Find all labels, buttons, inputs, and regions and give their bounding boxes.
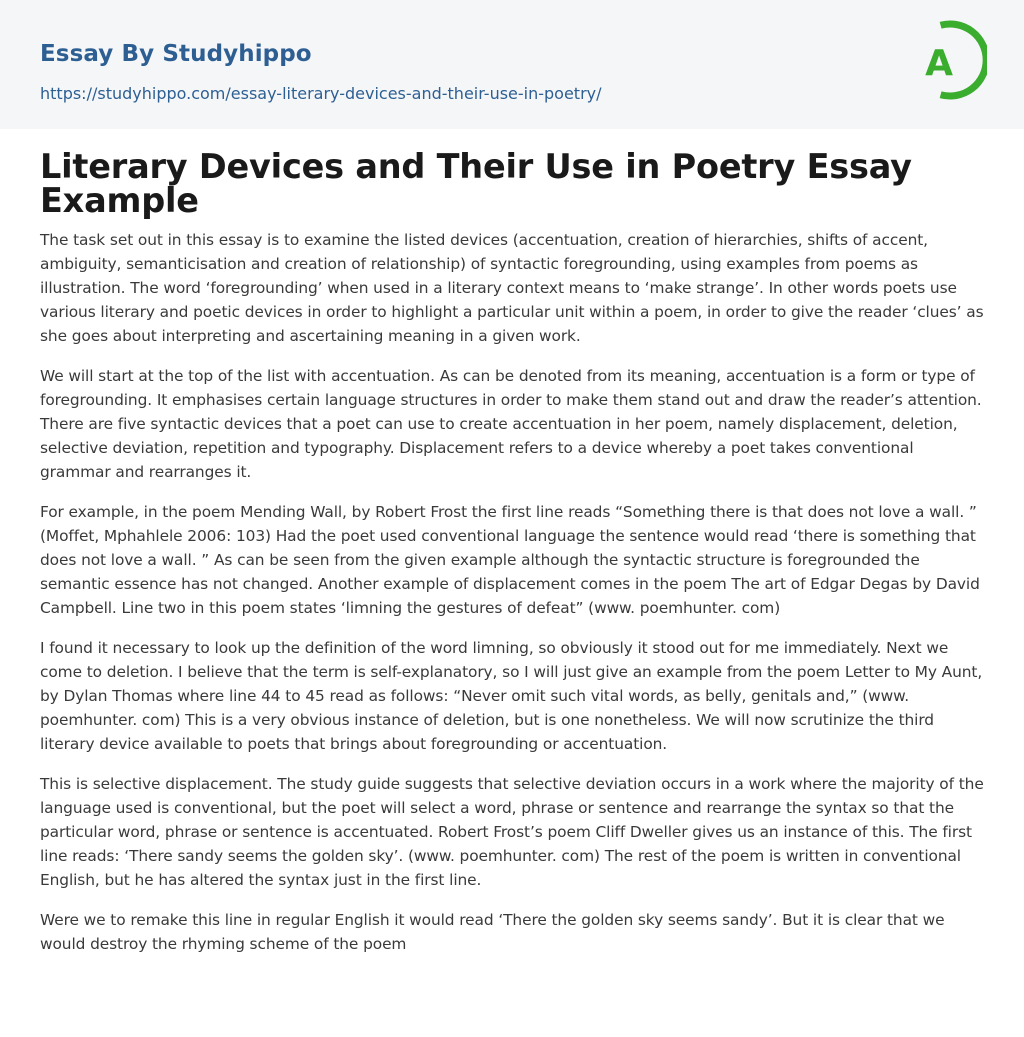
- page-title: Literary Devices and Their Use in Poetry Essay Example: [40, 147, 912, 220]
- article-paragraph-5: This is selective displacement. The study guide suggests that selective deviation occurs in a work where the majority of the language used is conventional, but the poet will select a word, phrase or sentence and rearrange the syntax so that the particular word, phrase or sentence is accentuated. Robert Frost’s poem Cliff Dweller gives us an instance of this. The first line reads: ‘There sandy seems the golden sky’. (www. poemhunter. com) The rest of the poem is written in conventional English, but he has altered the syntax just in the first line.: [40, 775, 984, 889]
- page-url-link[interactable]: https://studyhippo.com/essay-literary-devices-and-their-use-in-poetry/: [40, 84, 602, 103]
- article: [40, 147, 984, 972]
- article-paragraph-1: The task set out in this essay is to examine the listed devices (accentuation, creation of hierarchies, shifts of accent, ambiguity, semanticisation and creation of relationship) of syntactic foregrounding, using examples from poems as illustration. The word ‘foregrounding’ when used in a literary context means to ‘make strange’. In other words poets use various literary and poetic devices in order to highlight a particular unit within a poem, in order to give the reader ‘clues’ as she goes about interpreting and ascertaining meaning in a given work.: [40, 231, 984, 345]
- logo-letter: A: [925, 43, 953, 84]
- site-header: [0, 0, 1024, 129]
- site-title[interactable]: Essay By Studyhippo: [40, 41, 312, 67]
- article-paragraph-2: We will start at the top of the list with accentuation. As can be denoted from its meaning, accentuation is a form or type of foregrounding. It emphasises certain language structures in order to make them stand out and draw the reader’s attention. There are five syntactic devices that a poet can use to create accentuation in her poem, namely displacement, deletion, selective deviation, repetition and typography. Displacement refers to a device whereby a poet takes conventional grammar and rearranges it.: [40, 367, 982, 481]
- article-paragraph-6: Were we to remake this line in regular English it would read ‘There the golden sky seems sandy’. But it is clear that we would destroy the rhyming scheme of the poem: [40, 911, 945, 953]
- studyhippo-logo-icon[interactable]: [912, 19, 987, 105]
- article-paragraph-4: I found it necessary to look up the definition of the word limning, so obviously it stood out for me immediately. Next we come to deletion. I believe that the term is self-explanatory, so I will just give an example from the poem Letter to My Aunt, by Dylan Thomas where line 44 to 45 read as follows: “Never omit such vital words, as belly, genitals and,” (www. poemhunter. com) This is a very obvious instance of deletion, but is one nonetheless. We will now scrutinize the third literary device available to poets that brings about foregrounding or accentuation.: [40, 639, 983, 753]
- article-paragraph-3: For example, in the poem Mending Wall, by Robert Frost the first line reads “Something there is that does not love a wall. ” (Moffet, Mphahlele 2006: 103) Had the poet used conventional language the sentence would read ‘there is something that does not love a wall. ” As can be seen from the given example although the syntactic structure is foregrounded the semantic essence has not changed. Another example of displacement comes in the poem The art of Edgar Degas by David Campbell. Line two in this poem states ‘limning the gestures of defeat” (www. poemhunter. com): [40, 503, 980, 617]
